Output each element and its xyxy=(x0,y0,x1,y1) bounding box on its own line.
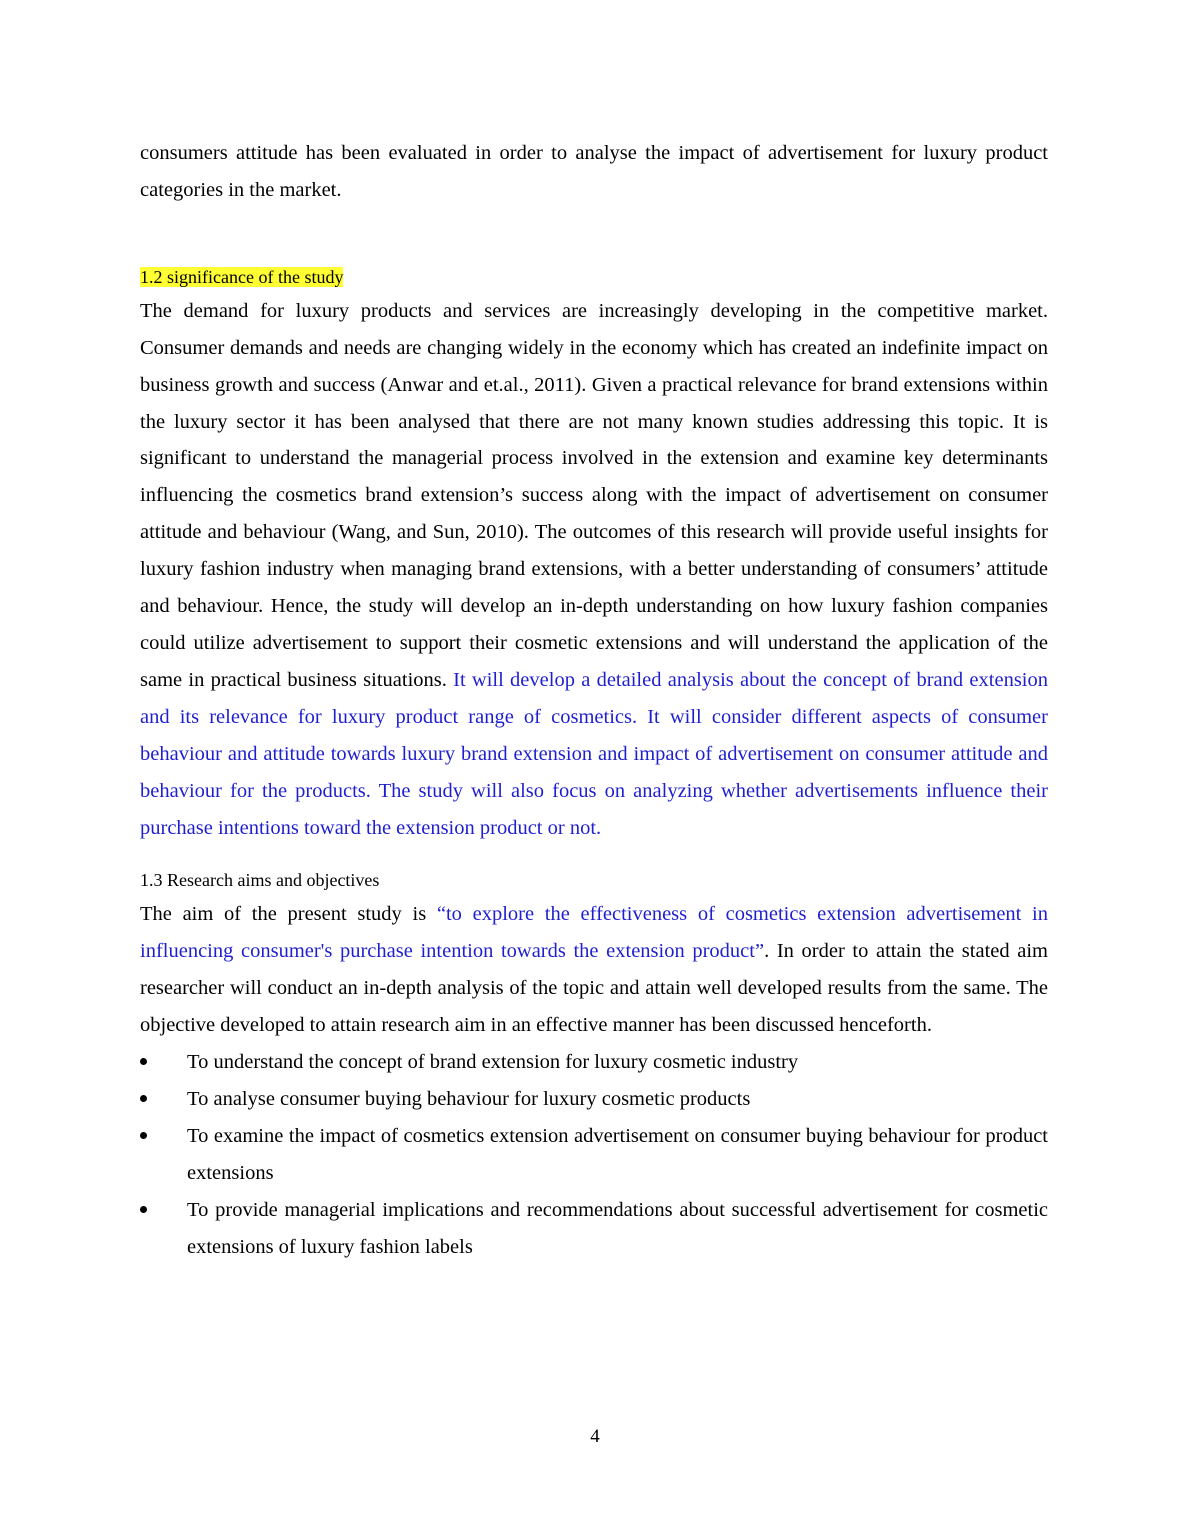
intro-paragraph: consumers attitude has been evaluated in order to analyse the impact of advertisement for luxury product categories in the market. xyxy=(140,142,1048,201)
bullet-icon xyxy=(140,1132,147,1139)
aim-lead-text: The aim of the present study is xyxy=(140,903,437,926)
objective-text: To examine the impact of cosmetics extension advertisement on consumer buying behaviour for product extensions xyxy=(187,1124,1048,1184)
objective-text: To understand the concept of brand extension for luxury cosmetic industry xyxy=(187,1051,799,1074)
objective-text: To analyse consumer buying behaviour for luxury cosmetic products xyxy=(187,1087,751,1110)
page-number: 4 xyxy=(590,1426,600,1447)
objectives-list xyxy=(140,1044,1048,1265)
significance-paragraph xyxy=(140,293,1048,847)
significance-blue-text: It will develop a detailed analysis about the concept of brand extension and its relevance for luxury product range of cosmetics. It will consider different aspects of consumer behaviour and attitude towards luxury brand extension and impact of advertisement on consumer attitude and behaviour for the products. The study will also focus on analyzing whether advertisements influence their purchase intentions toward the extension product or not. xyxy=(140,668,1048,839)
aim-quote-text: “to explore the effectiveness of cosmetics extension advertisement in influencing consumer's purchase intention towards the extension product” xyxy=(140,903,1049,963)
section-heading-aims: 1.3 Research aims and objectives xyxy=(140,870,380,891)
section-heading-significance xyxy=(140,265,1048,289)
significance-text: The demand for luxury products and services are increasingly developing in the competitive market. Consumer demands and needs are changing widely in the economy which has created an indefinite impact on business growth and success (Anwar and et.al., 2011). Given a practical relevance for brand extensions within the luxury sector it has been analysed that there are not many known studies addressing this topic. It is significant to understand the managerial process involved in the extension and examine key determinants influencing the cosmetics brand extension’s success along with the impact of advertisement on consumer attitude and behaviour (Wang, and Sun, 2010). The outcomes of this research will provide useful insights for luxury fashion industry when managing brand extensions, with a better understanding of consumers’ attitude and behaviour. Hence, the study will develop an in-depth understanding on how luxury fashion companies could utilize advertisement to support their cosmetic extensions and will understand the application of the same in practical business situations. xyxy=(140,299,1048,691)
list-item xyxy=(140,1118,1048,1192)
page-content xyxy=(140,135,1048,1265)
aim-paragraph xyxy=(140,896,1048,1044)
list-item xyxy=(140,1081,1048,1118)
objective-text: To provide managerial implications and recommendations about successful advertisement for cosmetic extensions of luxury fashion labels xyxy=(187,1198,1048,1258)
aim-rest-text: . In order to attain the stated aim researcher will conduct an in-depth analysis of the topic and attain well developed results from the same. The objective developed to attain research aim in an effective manner has been discussed henceforth. xyxy=(140,940,1048,1037)
list-item xyxy=(140,1044,1048,1081)
list-item xyxy=(140,1192,1048,1266)
bullet-icon xyxy=(140,1058,147,1065)
bullet-icon xyxy=(140,1095,147,1102)
highlighted-heading-text: 1.2 significance of the study xyxy=(140,266,344,287)
bullet-icon xyxy=(140,1206,147,1213)
